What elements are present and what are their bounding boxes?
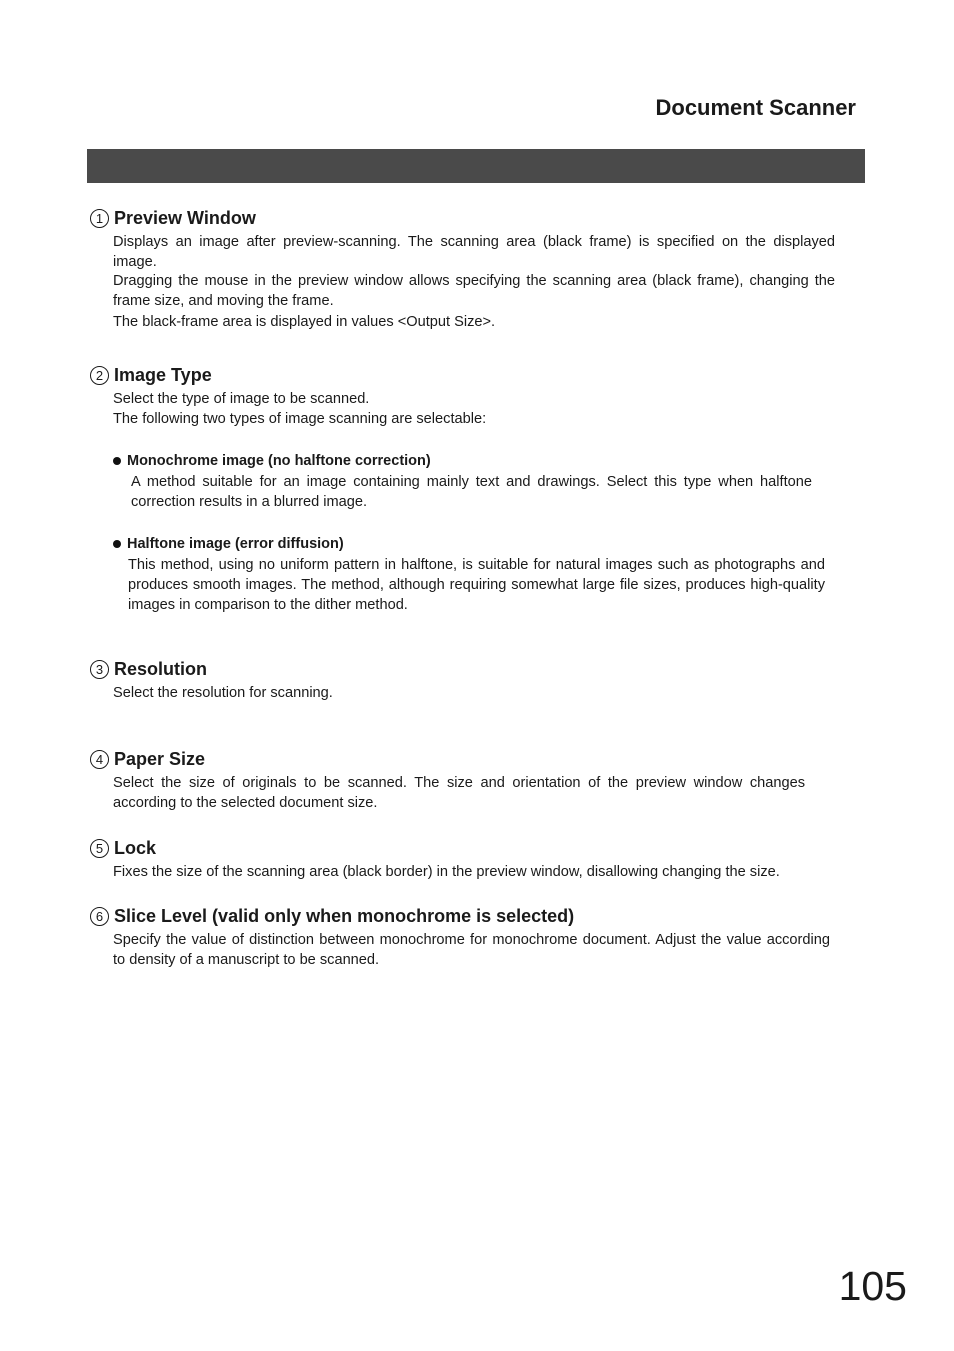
bullet-icon — [113, 457, 121, 465]
paragraph: Fixes the size of the scanning area (black border) in the preview window, disallowing changing the size. — [113, 864, 780, 880]
section-title — [90, 905, 835, 927]
subsection-body: This method, using no uniform pattern in halftone, is suitable for natural images such as photographs and produces smooth images. The method, although requiring somewhat large file sizes, produces high-quality images in comparison to the dither method. — [128, 557, 825, 613]
paragraph: Specify the value of distinction between monochrome for monochrome document. Adjust the value according to density of a manuscript to be scanned. — [113, 932, 830, 968]
circled-number-icon: 4 — [90, 750, 109, 769]
paragraph: Displays an image after preview-scanning. The scanning area (black frame) is specified on the displayed image. — [113, 234, 835, 270]
section-title-text: Slice Level (valid only when monochrome is selected) — [114, 905, 575, 926]
section-title — [90, 658, 835, 680]
section-preview-window — [90, 207, 835, 333]
subsection-title-text: Halftone image (error diffusion) — [127, 536, 344, 553]
section-body — [113, 233, 835, 333]
section-title — [90, 837, 860, 859]
paragraph: Select the size of originals to be scanned. The size and orientation of the preview window changes according to the selected document size. — [113, 775, 805, 811]
paragraph: Select the type of image to be scanned. — [113, 391, 370, 407]
section-body — [113, 774, 805, 813]
section-body — [113, 931, 830, 970]
paragraph: The black-frame area is displayed in values <Output Size>. — [113, 314, 496, 331]
section-title-text: Lock — [114, 837, 157, 858]
section-title-text: Paper Size — [114, 748, 206, 769]
section-title-text: Resolution — [114, 658, 207, 679]
section-title — [90, 207, 835, 229]
section-body — [113, 684, 835, 704]
section-paper-size — [90, 748, 835, 813]
section-slice-level — [90, 905, 835, 970]
page-header-title: Document Scanner — [655, 95, 856, 120]
section-title — [90, 748, 835, 770]
section-lock — [90, 837, 860, 883]
circled-number-icon: 6 — [90, 907, 109, 926]
subsection-halftone — [90, 536, 835, 615]
subsection-title-text: Monochrome image (no halftone correction) — [127, 453, 431, 470]
section-resolution — [90, 658, 835, 704]
subsection-title — [113, 453, 835, 469]
circled-number-icon: 5 — [90, 839, 109, 858]
section-body — [113, 863, 860, 883]
circled-number-icon: 1 — [90, 209, 109, 228]
section-title-text: Preview Window — [114, 207, 256, 228]
paragraph: Select the resolution for scanning. — [113, 685, 333, 701]
section-image-type — [90, 364, 835, 615]
section-title-text: Image Type — [114, 364, 212, 385]
paragraph: The following two types of image scanning are selectable: — [113, 410, 487, 427]
section-title — [90, 364, 835, 386]
circled-number-icon: 3 — [90, 660, 109, 679]
header-bar — [87, 149, 865, 183]
circled-number-icon: 2 — [90, 366, 109, 385]
paragraph: Dragging the mouse in the preview window allows specifying the scanning area (black frame), changing the frame size, and moving the frame. — [113, 273, 835, 309]
page-number: 105 — [838, 1263, 907, 1309]
subsection-title — [113, 536, 835, 552]
subsection-monochrome — [90, 453, 835, 512]
bullet-icon — [113, 540, 121, 548]
section-body — [113, 390, 835, 429]
subsection-body: A method suitable for an image containing mainly text and drawings. Select this type when halftone correction results in a blurred image. — [131, 474, 812, 510]
